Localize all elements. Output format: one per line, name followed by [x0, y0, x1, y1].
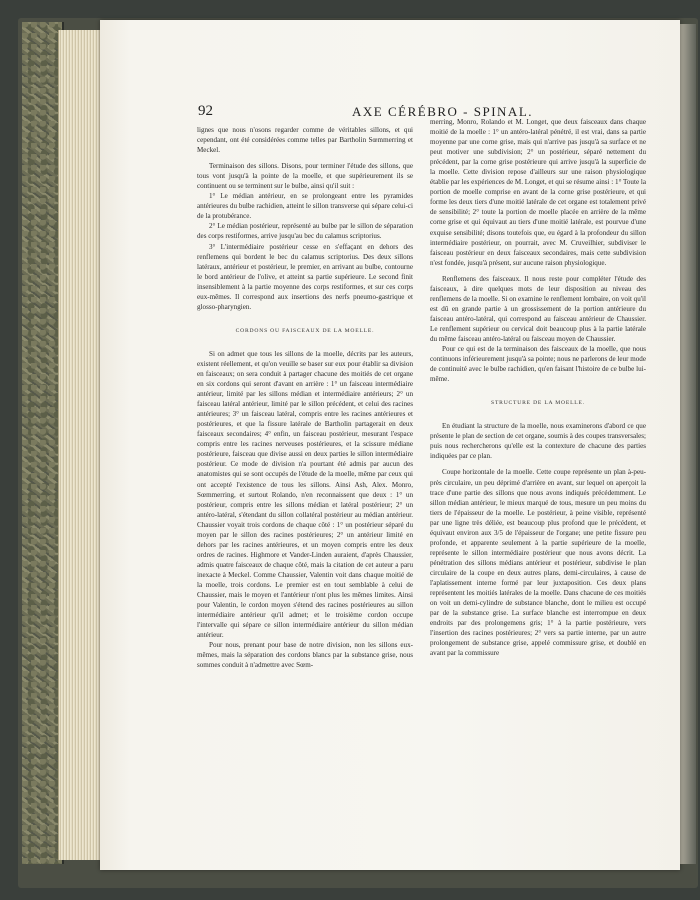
- paragraph: Renflemens des faisceaux. Il nous reste pour compléter l'étude des faisceaux, à dire quelques mots de leur disposition au niveau des renflemens de la moelle. Si on examine le renflement lombaire, on voit qu'il est dû en grande partie à un grossissement de la portion antérieure du faisceau antéro-latéral, qui correspond au faisceau antérieur de Chaussier. Le renflement supérieur ou cervical doit beaucoup plus à la partie latérale du même faisceau antéro-latéral ou faisceau moyen de Chaussier.: [430, 274, 646, 343]
- paragraph: En étudiant la structure de la moelle, nous examinerons d'abord ce que présente le plan de section de cet organe, soumis à des coupes transversales; puis nous rechercherons qu'elle est la contexture de chacune des parties indiquées par ce plan.: [430, 422, 646, 461]
- page-number: 92: [198, 103, 213, 119]
- paragraph: Terminaison des sillons. Disons, pour terminer l'étude des sillons, que tous vont jusqu'à la pointe de la moelle, et que supérieurement ils se continuent ou se terminent sur le bulbe, ainsi qu'il suit :: [197, 162, 413, 191]
- paragraph: Pour nous, prenant pour base de notre division, non les sillons eux-mêmes, mais la séparation des cordons blancs par la substance grise, nous sommes conduit à n'admettre avec Sœm-: [197, 641, 413, 670]
- paragraph: Coupe horizontale de la moelle. Cette coupe représente un plan à-peu-près circulaire, un peu déprimé d'arrière en avant, sur lequel on aperçoit la trace d'une partie des sillons que nous avons indiqués précédemment. Le sillon médian antérieur, le mieux marqué de tous, mesure un peu moins du tiers de l'épaisseur de la moelle. Le postérieur, à peine visible, représenté par une ligne très déliée, est beaucoup plus profond que le précédent, et équivaut environ aux 3/5 de l'épaisseur de l'organe; une petite fissure peu profonde, et apparente seulement à la partie supérieure de la moelle, représente le sillon intermédiaire postérieur que nous avons décrit. La pénétration des sillons médians antérieur et postérieur, subdivise le plan circulaire de la coupe en deux autres plans, demi-circulaires, à cause de l'aplatissement interne formé par leur juxtaposition. Ces deux plans représentent les moitiés latérales de la moelle. Dans chacune de ces moitiés on voit un demi-cylindre de substance blanche, dont le milieu est occupé par de la substance grise. La surface blanche est interrompue en deux endroits par des prolongemens gris; 1° à la partie postérieure, vers l'insertion des racines postérieures; 2° vers sa partie interne, par un autre prolongement de substance grise, appelé commissure grise, et doublé en avant par la commissure: [430, 468, 646, 658]
- right-cover-edge: [678, 24, 696, 864]
- left-column: [197, 125, 413, 670]
- paragraph: merring, Monro, Rolando et M. Longet, que deux faisceaux dans chaque moitié de la moelle : 1° un antéro-latéral pénétré, il est vrai, dans sa partie moyenne par une corne grise, mais qui n'arrive pas jusqu'à sa surface et ne peut motiver une subdivision; 2° un postérieur, séparé nettement du précédent, par la corne grise postérieure qui arrive jusqu'à la superficie de la moelle. Cette division repose d'ailleurs sur une raison physiologique établie par les expériences de M. Longet, et qui se résume ainsi : 1° Toute la portion de moelle comprise en avant de la corne grise postérieure, et qui forme les deux tiers d'une moitié latérale de cet organe est totalement privé de sensibilité; 2° toute la portion de moelle placée en arrière de la même corne grise et qui équivaut au tiers d'une moitié latérale, est pourvue d'une exquise sensibilité; disons toutefois que, eu égard à la profondeur du sillon intermédiaire postérieur, on pourrait, avec M. Cruveilhier, subdiviser le faisceau postérieur en deux faisceaux secondaires, mais cette subdivision n'est fondée, jusqu'à présent, sur aucune raison physiologique.: [430, 118, 646, 267]
- right-column: [430, 117, 646, 658]
- paragraph: 3° L'intermédiaire postérieur cesse en s'effaçant en dehors des renflemens qui bordent le bec du calamus scriptorius. Des deux sillons latéraux, antérieur et postérieur, le premier, en arrivant au bulbe, contourne le bord antérieur de l'olive, et atteint sa partie supérieure. Le second finit insensiblement à la partie moyenne des corps restiformes, et sur ces corps eux-mêmes. Il correspond aux insertions des nerfs pneumo-gastrique et glosso-pharyngien.: [197, 242, 413, 311]
- section-heading: STRUCTURE DE LA MOELLE.: [491, 400, 585, 407]
- paragraph: 2° Le médian postérieur, représenté au bulbe par le sillon de séparation des corps restiformes, arrive jusqu'au bec du calamus scriptorius.: [197, 222, 413, 241]
- paragraph: Si on admet que tous les sillons de la moelle, décrits par les auteurs, existent réellement, et qu'on veuille se baser sur eux pour établir sa division en faisceaux; on sera conduit à partager chacune des moitiés de cet organe en six cordons qui seront d'avant en arrière : 1° un faisceau intermédiaire antérieur, limité par les sillons médian et intermédiaire antérieurs; 2° un faisceau latéral antérieur, limité par le sillon précédent, et celui des racines antérieures; 3° un faisceau latéral, compris entre les racines antérieures et postérieures, et que la fissure latérale de Bartholin partagerait en deux faisceaux secondaires; 4° enfin, un faisceau postérieur, mesurant l'espace compris entre les racines nerveuses postérieures, et la scissure médiane postérieure, faisceau que divise aussi en deux parties le sillon intermédiaire postérieur. Ce mode de division n'a pourtant été admis par aucun des anatomistes qui se sont occupés de l'étude de la moelle, même par ceux qui ont accepté l'existence de tous les sillons. Ainsi Ash, Alex. Monro, Sœmmerring, et surtout Rolando, n'en reconnaissent que deux : 1° un postérieur, compris entre les sillons médian et latéral postérieur; 2° un antéro-latéral, s'étendant du sillon collatéral postérieur au médian antérieur. Chaussier voyait trois cordons de chaque côté : 1° un postérieur séparé du moyen par le sillon des racines postérieures; 2° un antérieur limité en dehors par les racines antérieures, et un moyen compris entre les deux ordres de racines. Highmore et Vander-Linden auraient, d'après Chaussier, admis quatre faisceaux de chaque côté, mais la citation de cet auteur a paru inexacte à Meckel. Comme Chaussier, Valentin voit dans chaque moitié de la moelle, trois cordons. Le premier est en tout semblable à celui de Chaussier, mais le moyen et l'antérieur n'ont plus les mêmes limites. Ainsi pour Valentin, le cordon moyen s'étend des racines postérieures au sillon intermédiaire antérieur qu'il admet; et le troisième cordon occupe l'intervalle qui sépare ce sillon intermédiaire antérieur du sillon médian antérieur.: [197, 349, 413, 640]
- running-title: AXE CÉRÉBRO - SPINAL.: [352, 104, 534, 119]
- paragraph: Pour ce qui est de la terminaison des faisceaux de la moelle, que nous continuons inférieurement jusqu'à sa pointe; nous ne parlerons de leur mode de continuité avec le bulbe rachidien, qu'en faisant l'histoire de ce bulbe lui-même.: [430, 345, 647, 384]
- section-heading: CORDONS OU FAISCEAUX DE LA MOELLE.: [235, 327, 375, 334]
- paragraph: 1° Le médian antérieur, en se prolongeant entre les pyramides antérieures du bulbe rachidien, atteint le sillon transverse qui sépare celui-ci de la protubérance.: [197, 192, 413, 221]
- paragraph: lignes que nous n'osons regarder comme de véritables sillons, et qui cependant, ont été considérées comme telles par Bartholin Sœmmerring et Meckel.: [197, 126, 413, 155]
